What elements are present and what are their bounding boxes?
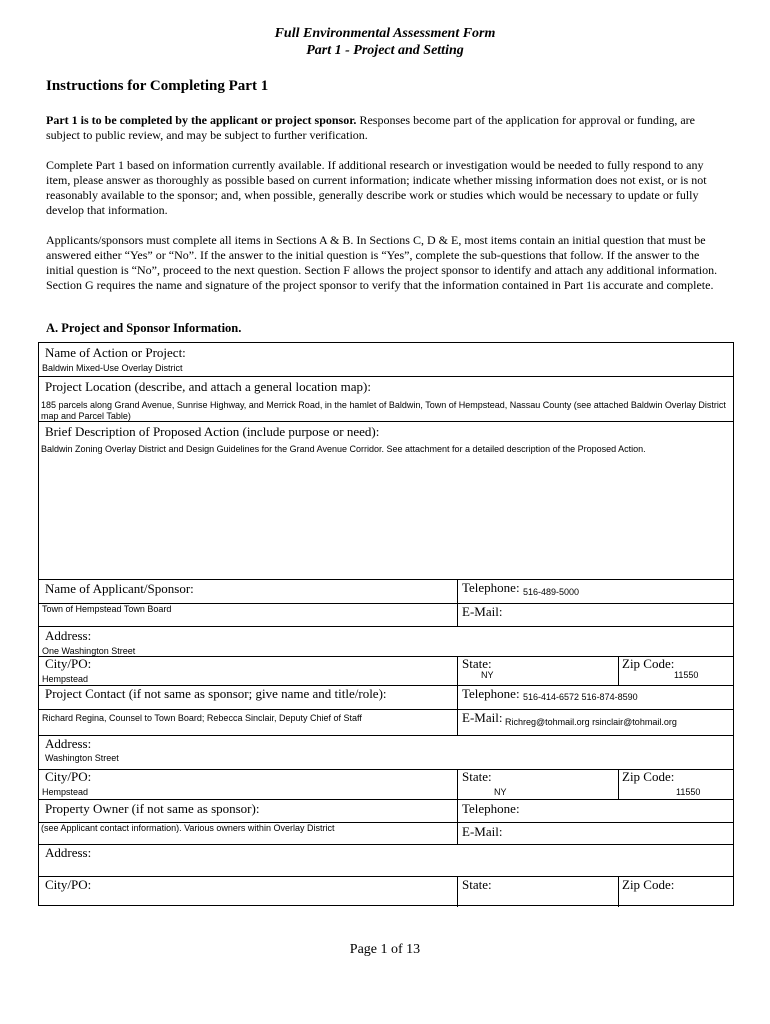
sponsor-info-table [38,342,734,906]
contact-phone-label: Telephone: [462,686,520,701]
action-name-value[interactable]: Baldwin Mixed-Use Overlay District [42,363,183,373]
applicant-email-label: E-Mail: [462,604,503,619]
form-title: Full Environmental Assessment Form [274,26,496,41]
owner-address-label: Address: [45,845,92,860]
action-name-label: Name of Action or Project: [45,345,186,360]
contact-zip-label: Zip Code: [622,769,675,784]
applicant-name-value[interactable]: Town of Hempstead Town Board [42,604,172,614]
applicant-state-label: State: [462,656,492,671]
contact-address-value[interactable]: Washington Street [45,753,119,763]
applicant-phone-value[interactable]: 516-489-5000 [523,587,580,597]
applicant-state-value[interactable]: NY [481,670,494,680]
contact-email-label: E-Mail: [462,710,503,725]
applicant-phone-label: Telephone: [462,580,520,595]
contact-zip-value[interactable]: 11550 [676,787,701,797]
contact-name-label: Project Contact (if not same as sponsor; give name and title/role): [45,686,387,701]
applicant-zip-label: Zip Code: [622,656,675,671]
description-label: Brief Description of Proposed Action (include purpose or need): [45,424,380,439]
instructions-paragraph-3: Applicants/sponsors must complete all items in Sections A & B. In Sections C, D & E, most items contain an initial question that must be answered either “Yes” or “No”. If the answer to the initial question is “Yes”, complete the sub-questions that follow. If the answer to the initial question is “No”, proceed to the next question. Section F allows the project sponsor to identify and attach any additional information. Section G requires the name and signature of the project sponsor to verify that the information contained in Part 1is accurate and complete. [46,233,718,292]
applicant-name-label: Name of Applicant/Sponsor: [45,581,194,596]
contact-address-label: Address: [45,736,92,751]
applicant-city-label: City/PO: [45,656,92,671]
page-number: Page 1 of 13 [349,942,421,957]
instructions-paragraph-1 [46,113,726,143]
contact-phone-value[interactable]: 516-414-6572 516-874-8590 [523,692,638,702]
instructions-heading: Instructions for Completing Part 1 [46,78,269,94]
form-subtitle: Part 1 - Project and Setting [306,43,464,58]
location-label: Project Location (describe, and attach a general location map): [45,379,371,394]
contact-state-value[interactable]: NY [494,787,507,797]
contact-state-label: State: [462,769,492,784]
location-value[interactable]: 185 parcels along Grand Avenue, Sunrise Highway, and Merrick Road, in the hamlet of Baldwin, Town of Hempstead, Nassau County (see attached Baldwin Overlay District map and Parcel Table) [41,400,726,421]
owner-state-label: State: [462,877,492,892]
applicant-address-label: Address: [45,628,92,643]
section-a-heading: A. Project and Sponsor Information. [46,321,242,335]
applicant-city-value[interactable]: Hempstead [42,674,89,684]
owner-phone-label: Telephone: [462,801,520,816]
description-value[interactable]: Baldwin Zoning Overlay District and Design Guidelines for the Grand Avenue Corridor. See attachment for a detailed description of the Proposed Action. [41,444,646,454]
applicant-address-value[interactable]: One Washington Street [42,646,136,656]
owner-zip-label: Zip Code: [622,877,675,892]
instructions-paragraph-2: Complete Part 1 based on information currently available. If additional research or investigation would be needed to fully respond to any item, please answer as thoroughly as possible based on current information; indicate whether missing information does not exist, or is not reasonably available to the sponsor; and, when possible, generally describe work or studies which would be necessary to update or fully develop that information. [46,158,707,217]
contact-name-value[interactable]: Richard Regina, Counsel to Town Board; Rebecca Sinclair, Deputy Chief of Staff [42,713,362,723]
owner-name-value[interactable]: (see Applicant contact information). Various owners within Overlay District [41,823,335,833]
contact-city-label: City/PO: [45,769,92,784]
contact-city-value[interactable]: Hempstead [42,787,89,797]
owner-email-label: E-Mail: [462,824,503,839]
owner-name-label: Property Owner (if not same as sponsor): [45,801,260,816]
applicant-zip-value[interactable]: 11550 [674,670,699,680]
owner-city-label: City/PO: [45,877,92,892]
paragraph-1-text: Responses become part of the application for approval or funding, are subject to public review, and may be subject to further verification. [46,113,695,142]
contact-email-value[interactable]: Richreg@tohmail.org rsinclair@tohmail.org [505,717,677,727]
paragraph-1-bold: Part 1 is to be completed by the applicant or project sponsor. [46,113,357,127]
